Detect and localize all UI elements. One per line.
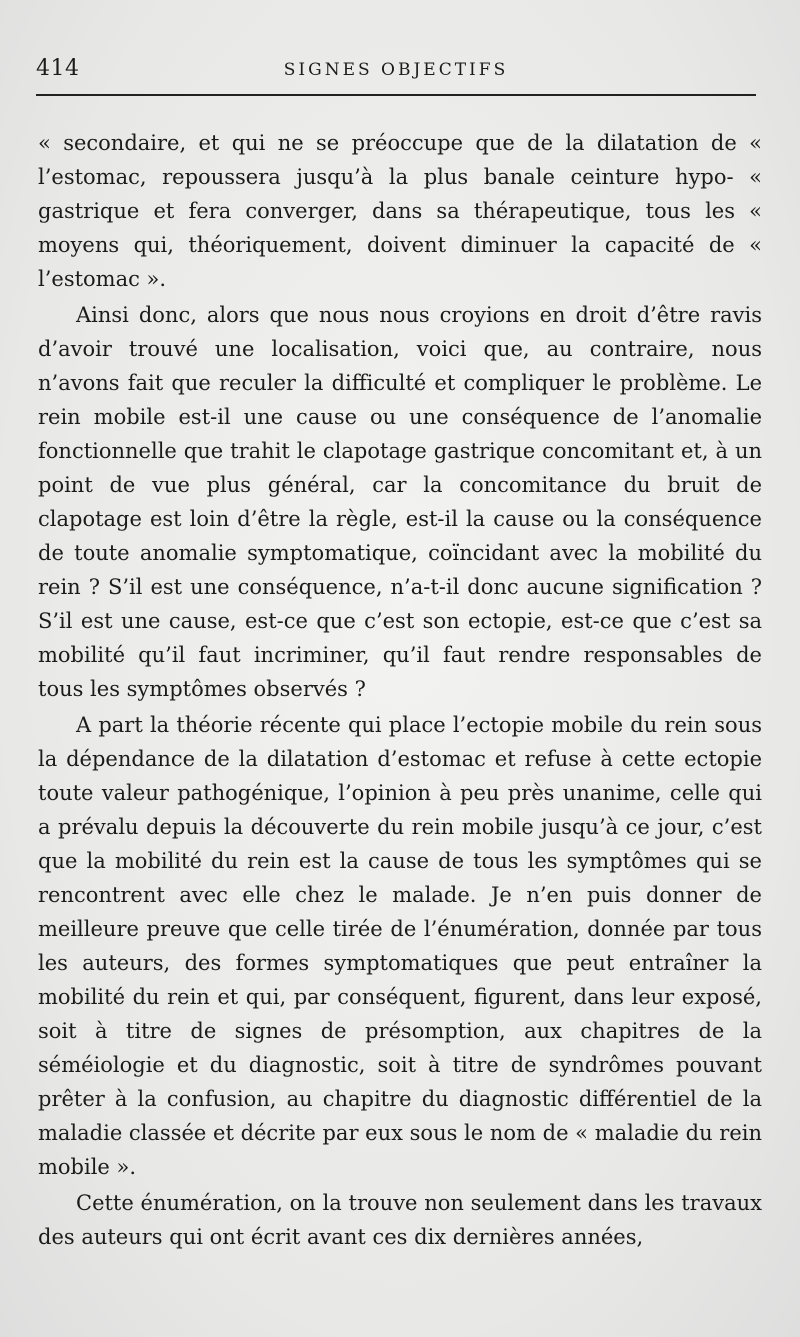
paragraph: Ainsi donc, alors que nous nous croyions en droit d’être ravis d’avoir trouvé une localisation, voici que, au contraire, nous n’avons fait que reculer la difficulté et compliquer le problème. Le rein mobile est-il une cause ou une conséquence de l’anomalie fonctionnelle que trahit le clapotage gastrique concomitant et, à un point de vue plus général, car la concomitance du bruit de clapotage est loin d’être la règle, est-il la cause ou la conséquence de toute anomalie symptomatique, coïncidant avec la mobilité du rein ? S’il est une conséquence, n’a-t-il donc aucune signification ? S’il est une cause, est-ce que c’est son ectopie, est-ce que c’est sa mobilité qu’il faut incriminer, qu’il faut rendre responsables de tous les symptômes observés ?	[38, 303, 762, 701]
paragraph: Cette énumération, on la trouve non seulement dans les travaux des auteurs qui ont écrit avant ces dix dernières années,	[38, 1191, 762, 1249]
running-title: SIGNES OBJECTIFS	[283, 60, 509, 80]
page-header	[36, 56, 756, 92]
paragraph: A part la théorie récente qui place l’ectopie mobile du rein sous la dépendance de la dilatation d’estomac et refuse à cette ectopie toute valeur pathogénique, l’opinion à peu près unanime, celle qui a prévalu depuis la découverte du rein mobile jusqu’à ce jour, c’est que la mobilité du rein est la cause de tous les symptômes qui se rencontrent avec elle chez le malade. Je n’en puis donner de meilleure preuve que celle tirée de l’énumération, donnée par tous les auteurs, des formes symptomatiques que peut entraîner la mobilité du rein et qui, par conséquent, figurent, dans leur exposé, soit à titre de signes de présomption, aux chapitres de la séméiologie et du diagnostic, soit à titre de syndrômes pouvant prêter à la confusion, au chapitre du diagnostic différentiel de la maladie classée et décrite par eux sous le nom de « maladie du rein mobile ».	[38, 713, 762, 1179]
body-text	[38, 126, 762, 1256]
quote-paragraph: « secondaire, et qui ne se préoccupe que de la dilatation de « l’estomac, repoussera jusqu’à la plus banale ceinture hypo- « gastrique et fera converger, dans sa thérapeutique, tous les « moyens qui, théoriquement, doivent diminuer la capacité de « l’estomac ».	[38, 131, 762, 291]
page-number: 414	[36, 56, 80, 81]
header-rule	[36, 94, 756, 96]
